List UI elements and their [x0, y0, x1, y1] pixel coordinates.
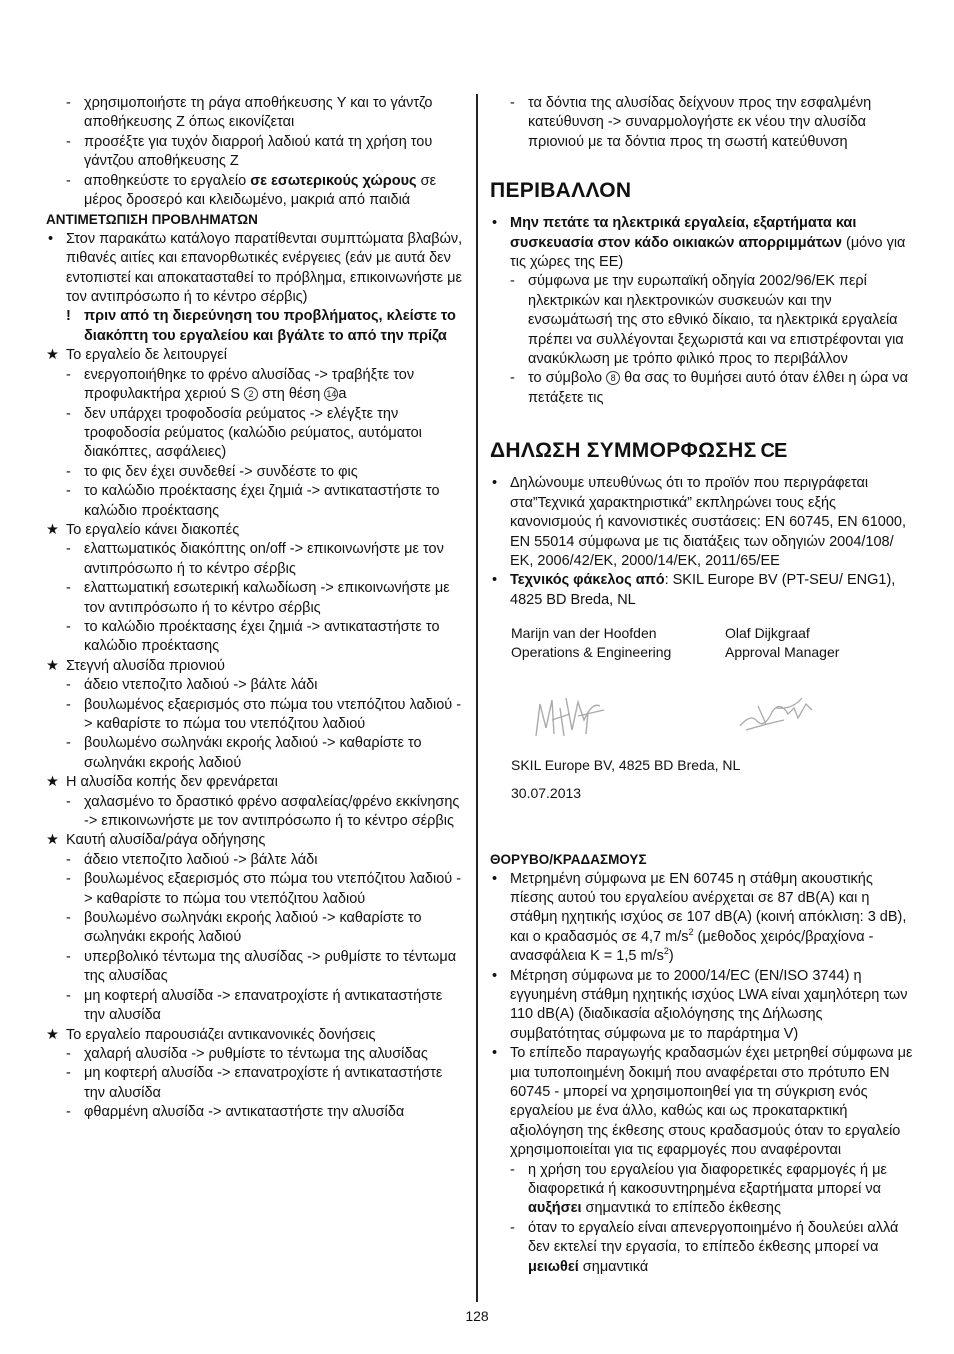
list-item: - φθαρμένη αλυσίδα -> αντικαταστήστε την αλυσίδα [46, 1103, 466, 1122]
signatory-2: Olaf Dijkgraaf Approval Manager [725, 625, 840, 661]
list-item: - το φις δεν έχει συνδεθεί -> συνδέστε το φις [46, 463, 466, 482]
signature-block [490, 624, 915, 802]
problem-heading: ★ Καυτή αλυσίδα/ράγα οδήγησης [46, 831, 466, 850]
environment-heading: ΠΕΡΙΒΑΛΛΟΝ [490, 179, 632, 203]
noise-bullet: • Το επίπεδο παραγωγής κραδασμών έχει μετρηθεί σύμφωνα με μια τυποποιημένη δοκιμή που αναφέρεται στο πρότυπο EN 60745 - μπορεί να χρησιμοποιηθεί για τη σύγκριση ενός εργαλείου με ένα άλλο, καθώς και ως προκαταρκτική αξιολόγηση της έκθεσης στους κραδασμούς όταν το εργαλείο χρησιμοποιείται για τις εφαρμογές που αναφέρονται [490, 1044, 915, 1160]
warning-icon: ! [66, 308, 71, 325]
star-icon: ★ [46, 347, 59, 364]
list-item: - ελαττωματική εσωτερική καλωδίωση -> επικοινωνήστε με τον αντιπρόσωπο ή το κέντρο σέρβις [46, 579, 466, 618]
list-item: - προσέξτε για τυχόν διαρροή λαδιού κατά τη χρήση του γάντζου αποθήκευσης Z [46, 133, 466, 172]
troubleshooting-heading: ΑΝΤΙΜΕΤΩΠΙΣΗ ΠΡΟΒΛΗΜΑΤΩΝ [46, 212, 258, 228]
declaration-heading: ΔΗΛΩΣΗ ΣΥΜΜΟΡΦΩΣΗΣ CE [490, 439, 787, 463]
signature-2-image [736, 690, 816, 736]
list-item: - μη κοφτερή αλυσίδα -> επανατροχίστε ή αντικαταστήστε την αλυσίδα [46, 1064, 466, 1103]
problem-heading: ★ Η αλυσίδα κοπής δεν φρενάρεται [46, 773, 466, 792]
list-item: - χρησιμοποιήστε τη ράγα αποθήκευσης Y και το γάντζο αποθήκευσης Z όπως εικονίζεται [46, 94, 466, 133]
declaration-text: • Δηλώνουμε υπευθύνως ότι το προϊόν που περιγράφεται στα”Τεχνικά χαρακτηριστικά” εκπληρώνει τους εξής κανονισμούς ή κανονιστικές συστάσεις: EN 60745, EN 61000, EN 55014 σύμφωνα με τις διατάξεις των οδηγιών 2004/108/ΕΚ, 2006/42/ΕΚ, 2000/14/ΕΚ, 2011/65/ΕΕ [490, 474, 915, 571]
list-item: - όταν το εργαλείο είναι απενεργοποιημένο ή δουλεύει αλλά δεν εκτελεί την εργασία, το επίπεδο έκθεσης μπορεί να μειωθεί σημαντικά [490, 1219, 915, 1277]
list-item: - βουλωμένο σωληνάκι εκροής λαδιού -> καθαρίστε το σωληνάκι εκροής λαδιού [46, 734, 466, 773]
company-address: SKIL Europe BV, 4825 BD Breda, NL [511, 757, 741, 774]
star-icon: ★ [46, 832, 59, 849]
column-divider [476, 94, 478, 1302]
signature-1-image [530, 690, 610, 742]
list-item: - χαλαρή αλυσίδα -> ρυθμίστε το τέντωμα της αλυσίδας [46, 1045, 466, 1064]
list-item: - υπερβολικό τέντωμα της αλυσίδας -> ρυθμίστε το τέντωμα της αλυσίδας [46, 948, 466, 987]
environment-bullet: • Μην πετάτε τα ηλεκτρικά εργαλεία, εξαρτήματα και συσκευασία στον κάδο οικιακών απορριμμάτων (μόνο για τις χώρες της ΕΕ) [490, 214, 915, 272]
list-item: - ελαττωματικός διακόπτης on/off -> επικοινωνήστε με τον αντιπρόσωπο ή το κέντρο σέρβις [46, 540, 466, 579]
list-item: - μη κοφτερή αλυσίδα -> επανατροχίστε ή αντικαταστήστε την αλυσίδα [46, 987, 466, 1026]
list-item: - άδειο ντεποζιτο λαδιού -> βάλτε λάδι [46, 676, 466, 695]
noise-bullet: • Μέτρηση σύμφωνα με το 2000/14/EC (EN/ISO 3744) η εγγυημένη στάθμη ηχητικής ισχύος LWA είναι χαμηλότερη των 110 dB(A) (διαδικασία αξιολόγησης της Δήλωσης συμβατότητας σύμφωνα με το παράρτημα V) [490, 967, 915, 1045]
noise-bullet: • Μετρημένη σύμφωνα με EN 60745 η στάθμη ακουστικής πίεσης αυτού του εργαλείου ανέρχεται σε 87 dB(A) και η στάθμη ηχητικής ισχύος σε 107 dB(A) (κοινή απόκλιση: 3 dB), και ο κραδασμός σε 4,7 $m/s^2$ (μεθοδος χειρός/βραχίονα - ανασφάλεια K = 1,5 $m/s^2$) [490, 870, 915, 967]
noise-heading: ΘΟΡΥΒΟ/ΚΡΑΔΑΣΜΟΥΣ [490, 852, 647, 868]
problem-heading: ★ Στεγνή αλυσίδα πριονιού [46, 657, 466, 676]
signatory-1: Marijn van der Hoofden Operations & Engineering [511, 625, 672, 661]
declaration-date: 30.07.2013 [511, 785, 582, 802]
technical-file: • Τεχνικός φάκελος από: SKIL Europe BV (PT-SEU/ ENG1), 4825 BD Breda, NL [490, 571, 915, 610]
list-item: - βουλωμένος εξαερισμός στο πώμα του ντεπόζιτου λαδιού -> καθαρίστε το πώμα του ντεπόζιτου λαδιού [46, 870, 466, 909]
list-item: - δεν υπάρχει τροφοδοσία ρεύματος -> ελέγξτε την τροφοδοσία ρεύματος (καλώδιο ρεύματος, αυτόματοι διακόπτες, ασφάλειες) [46, 405, 466, 463]
list-item: - το σύμβολο 8 θα σας το θυμήσει αυτό όταν έλθει η ώρα να πετάξετε τις [490, 369, 915, 408]
troubleshooting-intro: • Στον παρακάτω κατάλογο παρατίθενται συμπτώματα βλαβών, πιθανές αιτίες και επανορθωτικές ενέργειες (εάν με αυτά δεν εντοπιστεί και αποκατασταθεί το πρόβλημα, επικοινωνήστε με τον αντιπρόσωπο ή το κέντρο σέρβις) [46, 230, 466, 308]
list-item: - το καλώδιο προέκτασης έχει ζημιά -> αντικαταστήστε το καλώδιο προέκτασης [46, 618, 466, 657]
list-item: - άδειο ντεποζιτο λαδιού -> βάλτε λάδι [46, 851, 466, 870]
star-icon: ★ [46, 1026, 59, 1043]
problem-heading: ★ Το εργαλείο δε λειτουργεί [46, 346, 466, 365]
page-number: 128 [465, 1308, 489, 1324]
list-item: - ενεργοποιήθηκε το φρένο αλυσίδας -> τραβήξτε τον προφυλακτήρα χεριού S 2 στη θέση 14 a [46, 366, 466, 405]
number-circle-icon: 2 [244, 387, 258, 401]
list-item: - το καλώδιο προέκτασης έχει ζημιά -> αντικαταστήστε το καλώδιο προέκτασης [46, 482, 466, 521]
left-column [46, 94, 466, 1123]
star-icon: ★ [46, 657, 59, 674]
number-circle-icon: 14 [326, 389, 337, 400]
warning-note: ! πριν από τη διερεύνηση του προβλήματος, κλείστε το διακόπτη του εργαλείου και βγάλτε το από την πρίζα [66, 308, 456, 344]
list-item: - σύμφωνα με την ευρωπαϊκή οδηγία 2002/96/ΕΚ περί ηλεκτρικών και ηλεκτρονικών συσκευών και την ενσωμάτωσή της στο εθνικό δίκαιο, τα ηλεκτρικά εργαλεία πρέπει να συλλέγονται ξεχωριστά και να επιστρέφονται για ανακύκλωση με τρόπο φιλικό προς το περιβάλλον [490, 272, 915, 369]
list-item: - χαλασμένο το δραστικό φρένο ασφαλείας/φρένο εκκίνησης -> επικοινωνήστε με τον αντιπρόσωπο ή το κέντρο σέρβις [46, 793, 466, 832]
ce-mark-icon: CE [760, 440, 787, 463]
list-item: - αποθηκεύστε το εργαλείο σε εσωτερικούς χώρους σε μέρος δροσερό και κλειδωμένο, μακριά από παιδιά [46, 172, 466, 211]
right-column [490, 94, 915, 1277]
number-circle-icon: 8 [606, 371, 620, 385]
list-item: - τα δόντια της αλυσίδας δείχνουν προς την εσφαλμένη κατεύθυνση -> συναρμολογήστε εκ νέου την αλυσίδα πριονιού με τα δόντια προς τη σωστή κατεύθυνση [490, 94, 915, 152]
star-icon: ★ [46, 774, 59, 791]
problem-heading: ★ Το εργαλείο κάνει διακοπές [46, 521, 466, 540]
star-icon: ★ [46, 521, 59, 538]
problem-heading: ★ Το εργαλείο παρουσιάζει αντικανονικές δονήσεις [46, 1026, 466, 1045]
list-item: - βουλωμένο σωληνάκι εκροής λαδιού -> καθαρίστε το σωληνάκι εκροής λαδιού [46, 909, 466, 948]
list-item: - βουλωμένος εξαερισμός στο πώμα του ντεπόζιτου λαδιού -> καθαρίστε το πώμα του ντεπόζιτου λαδιού [46, 696, 466, 735]
list-item: - η χρήση του εργαλείου για διαφορετικές εφαρμογές ή με διαφορετικά ή κακοσυντηρημένα εξαρτήματα μπορεί να αυξήσει σημαντικά το επίπεδο έκθεσης [490, 1161, 915, 1219]
